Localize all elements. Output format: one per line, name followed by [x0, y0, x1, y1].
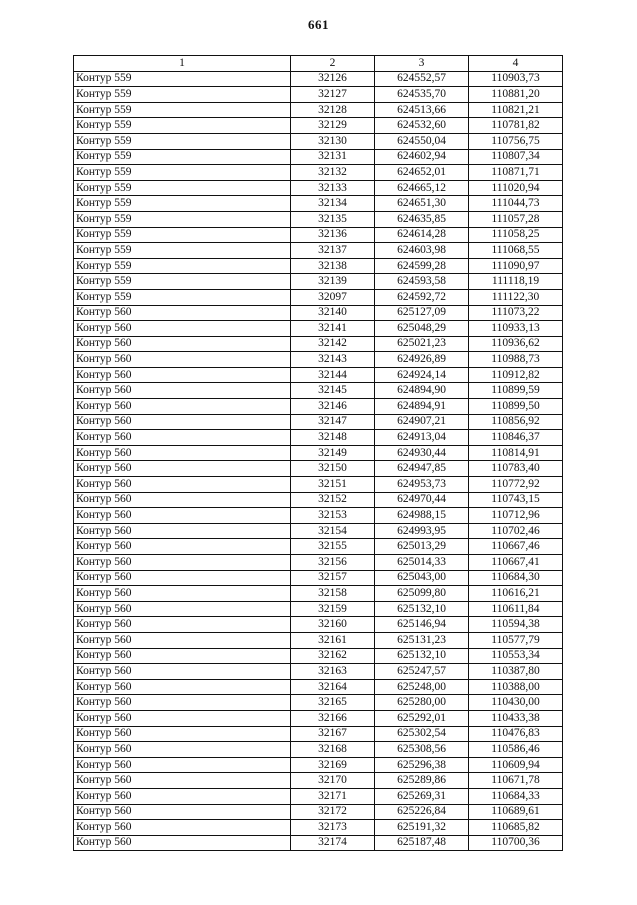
- table-row: [74, 523, 563, 539]
- coord-x-cell: 624894,91: [375, 399, 469, 415]
- contour-name-cell: Контур 559: [74, 87, 291, 103]
- point-number-cell: 32159: [291, 601, 375, 617]
- point-number-cell: 32151: [291, 477, 375, 493]
- table-row: [74, 383, 563, 399]
- point-number-cell: 32166: [291, 710, 375, 726]
- coord-x-cell: 625132,10: [375, 601, 469, 617]
- point-number-cell: 32150: [291, 461, 375, 477]
- coord-x-cell: 624599,28: [375, 258, 469, 274]
- table-row: [74, 87, 563, 103]
- coord-y-cell: 110586,46: [469, 742, 563, 758]
- coord-x-cell: 625280,00: [375, 695, 469, 711]
- coord-y-cell: 110899,50: [469, 399, 563, 415]
- coord-y-cell: 110667,41: [469, 555, 563, 571]
- point-number-cell: 32140: [291, 305, 375, 321]
- coord-y-cell: 110609,94: [469, 757, 563, 773]
- contour-name-cell: Контур 559: [74, 243, 291, 259]
- page-number: 661: [308, 17, 329, 32]
- coord-y-cell: 111057,28: [469, 211, 563, 227]
- point-number-cell: 32136: [291, 227, 375, 243]
- point-number-cell: 32144: [291, 367, 375, 383]
- coord-x-cell: 625269,31: [375, 788, 469, 804]
- point-number-cell: 32154: [291, 523, 375, 539]
- contour-name-cell: Контур 560: [74, 430, 291, 446]
- coord-x-cell: 625146,94: [375, 617, 469, 633]
- table-row: [74, 180, 563, 196]
- point-number-cell: 32152: [291, 492, 375, 508]
- coord-y-cell: 110433,38: [469, 710, 563, 726]
- point-number-cell: 32142: [291, 336, 375, 352]
- coord-y-cell: 110743,15: [469, 492, 563, 508]
- point-number-cell: 32173: [291, 820, 375, 836]
- contour-name-cell: Контур 559: [74, 274, 291, 290]
- coord-y-cell: 110903,73: [469, 71, 563, 87]
- coord-x-cell: 625043,00: [375, 570, 469, 586]
- coord-x-cell: 625187,48: [375, 835, 469, 851]
- coord-x-cell: 624532,60: [375, 118, 469, 134]
- coord-y-cell: 110756,75: [469, 133, 563, 149]
- coord-y-cell: 110899,59: [469, 383, 563, 399]
- coord-y-cell: 110388,00: [469, 679, 563, 695]
- table-row: [74, 102, 563, 118]
- coord-y-cell: 110881,20: [469, 87, 563, 103]
- coord-y-cell: 110430,00: [469, 695, 563, 711]
- coord-y-cell: 111118,19: [469, 274, 563, 290]
- column-header-4: 4: [469, 56, 563, 72]
- coord-x-cell: 624907,21: [375, 414, 469, 430]
- point-number-cell: 32172: [291, 804, 375, 820]
- coordinates-table: [73, 55, 563, 851]
- coord-y-cell: 110772,92: [469, 477, 563, 493]
- contour-name-cell: Контур 560: [74, 508, 291, 524]
- coord-x-cell: 625132,10: [375, 648, 469, 664]
- coord-y-cell: 110783,40: [469, 461, 563, 477]
- coord-x-cell: 624651,30: [375, 196, 469, 212]
- table-row: [74, 243, 563, 259]
- coord-y-cell: 110807,34: [469, 149, 563, 165]
- coord-y-cell: 110689,61: [469, 804, 563, 820]
- table-row: [74, 414, 563, 430]
- contour-name-cell: Контур 559: [74, 118, 291, 134]
- contour-name-cell: Контур 560: [74, 632, 291, 648]
- coord-x-cell: 624550,04: [375, 133, 469, 149]
- contour-name-cell: Контур 560: [74, 461, 291, 477]
- contour-name-cell: Контур 560: [74, 601, 291, 617]
- coord-y-cell: 110936,62: [469, 336, 563, 352]
- point-number-cell: 32146: [291, 399, 375, 415]
- coord-x-cell: 625127,09: [375, 305, 469, 321]
- coord-x-cell: 624947,85: [375, 461, 469, 477]
- point-number-cell: 32126: [291, 71, 375, 87]
- coord-x-cell: 624953,73: [375, 477, 469, 493]
- point-number-cell: 32097: [291, 289, 375, 305]
- coord-y-cell: 110781,82: [469, 118, 563, 134]
- coord-y-cell: 110684,33: [469, 788, 563, 804]
- coord-x-cell: 625099,80: [375, 586, 469, 602]
- contour-name-cell: Контур 560: [74, 710, 291, 726]
- coord-y-cell: 111020,94: [469, 180, 563, 196]
- contour-name-cell: Контур 560: [74, 336, 291, 352]
- contour-name-cell: Контур 560: [74, 788, 291, 804]
- contour-name-cell: Контур 560: [74, 679, 291, 695]
- point-number-cell: 32155: [291, 539, 375, 555]
- table-row: [74, 477, 563, 493]
- contour-name-cell: Контур 560: [74, 539, 291, 555]
- table-row: [74, 555, 563, 571]
- coord-y-cell: 111044,73: [469, 196, 563, 212]
- table-row: [74, 367, 563, 383]
- point-number-cell: 32158: [291, 586, 375, 602]
- coord-y-cell: 110671,78: [469, 773, 563, 789]
- table-row: [74, 710, 563, 726]
- table-header-row: [74, 56, 563, 72]
- point-number-cell: 32127: [291, 87, 375, 103]
- table-row: [74, 321, 563, 337]
- coord-x-cell: 625292,01: [375, 710, 469, 726]
- point-number-cell: 32143: [291, 352, 375, 368]
- table-row: [74, 742, 563, 758]
- coord-x-cell: 624603,98: [375, 243, 469, 259]
- table-row: [74, 305, 563, 321]
- coord-x-cell: 625248,00: [375, 679, 469, 695]
- point-number-cell: 32160: [291, 617, 375, 633]
- point-number-cell: 32138: [291, 258, 375, 274]
- point-number-cell: 32165: [291, 695, 375, 711]
- table-row: [74, 757, 563, 773]
- coord-x-cell: 625302,54: [375, 726, 469, 742]
- table-row: [74, 133, 563, 149]
- contour-name-cell: Контур 560: [74, 321, 291, 337]
- table-row: [74, 71, 563, 87]
- contour-name-cell: Контур 560: [74, 570, 291, 586]
- table-row: [74, 492, 563, 508]
- point-number-cell: 32164: [291, 679, 375, 695]
- coord-y-cell: 110553,34: [469, 648, 563, 664]
- coord-y-cell: 110616,21: [469, 586, 563, 602]
- point-number-cell: 32148: [291, 430, 375, 446]
- coord-x-cell: 624614,28: [375, 227, 469, 243]
- coord-x-cell: 624894,90: [375, 383, 469, 399]
- table-row: [74, 788, 563, 804]
- coord-y-cell: 110702,46: [469, 523, 563, 539]
- contour-name-cell: Контур 560: [74, 445, 291, 461]
- coord-x-cell: 624924,14: [375, 367, 469, 383]
- contour-name-cell: Контур 559: [74, 133, 291, 149]
- table-row: [74, 352, 563, 368]
- contour-name-cell: Контур 559: [74, 102, 291, 118]
- contour-name-cell: Контур 559: [74, 180, 291, 196]
- table-row: [74, 679, 563, 695]
- coord-y-cell: 110387,80: [469, 664, 563, 680]
- table-row: [74, 632, 563, 648]
- point-number-cell: 32174: [291, 835, 375, 851]
- contour-name-cell: Контур 560: [74, 399, 291, 415]
- coord-x-cell: 624602,94: [375, 149, 469, 165]
- contour-name-cell: Контур 560: [74, 804, 291, 820]
- coord-x-cell: 624592,72: [375, 289, 469, 305]
- contour-name-cell: Контур 560: [74, 492, 291, 508]
- table-row: [74, 586, 563, 602]
- contour-name-cell: Контур 560: [74, 617, 291, 633]
- table-row: [74, 227, 563, 243]
- contour-name-cell: Контур 560: [74, 835, 291, 851]
- table-row: [74, 570, 563, 586]
- coord-x-cell: 624930,44: [375, 445, 469, 461]
- table-row: [74, 289, 563, 305]
- table-row: [74, 726, 563, 742]
- coord-x-cell: 624535,70: [375, 87, 469, 103]
- coord-y-cell: 110912,82: [469, 367, 563, 383]
- column-header-2: 2: [291, 56, 375, 72]
- point-number-cell: 32157: [291, 570, 375, 586]
- point-number-cell: 32171: [291, 788, 375, 804]
- point-number-cell: 32147: [291, 414, 375, 430]
- coord-x-cell: 624913,04: [375, 430, 469, 446]
- contour-name-cell: Контур 560: [74, 695, 291, 711]
- table-body: [74, 71, 563, 851]
- point-number-cell: 32162: [291, 648, 375, 664]
- table-row: [74, 118, 563, 134]
- coord-x-cell: 625247,57: [375, 664, 469, 680]
- point-number-cell: 32133: [291, 180, 375, 196]
- coord-y-cell: 111073,22: [469, 305, 563, 321]
- coord-y-cell: 110988,73: [469, 352, 563, 368]
- table-row: [74, 196, 563, 212]
- contour-name-cell: Контур 560: [74, 523, 291, 539]
- coord-y-cell: 110577,79: [469, 632, 563, 648]
- table-row: [74, 258, 563, 274]
- coord-y-cell: 110594,38: [469, 617, 563, 633]
- point-number-cell: 32141: [291, 321, 375, 337]
- point-number-cell: 32131: [291, 149, 375, 165]
- point-number-cell: 32161: [291, 632, 375, 648]
- coord-y-cell: 110611,84: [469, 601, 563, 617]
- table-row: [74, 399, 563, 415]
- coord-x-cell: 624652,01: [375, 165, 469, 181]
- contour-name-cell: Контур 560: [74, 757, 291, 773]
- point-number-cell: 32145: [291, 383, 375, 399]
- contour-name-cell: Контур 560: [74, 726, 291, 742]
- contour-name-cell: Контур 560: [74, 352, 291, 368]
- contour-name-cell: Контур 560: [74, 664, 291, 680]
- contour-name-cell: Контур 560: [74, 742, 291, 758]
- contour-name-cell: Контур 560: [74, 555, 291, 571]
- coord-y-cell: 110933,13: [469, 321, 563, 337]
- coord-y-cell: 110685,82: [469, 820, 563, 836]
- table-row: [74, 461, 563, 477]
- coord-x-cell: 624926,89: [375, 352, 469, 368]
- point-number-cell: 32130: [291, 133, 375, 149]
- contour-name-cell: Контур 560: [74, 305, 291, 321]
- table-row: [74, 648, 563, 664]
- coord-x-cell: 625308,56: [375, 742, 469, 758]
- point-number-cell: 32170: [291, 773, 375, 789]
- point-number-cell: 32153: [291, 508, 375, 524]
- coord-x-cell: 624970,44: [375, 492, 469, 508]
- contour-name-cell: Контур 560: [74, 773, 291, 789]
- coord-y-cell: 110821,21: [469, 102, 563, 118]
- point-number-cell: 32135: [291, 211, 375, 227]
- contour-name-cell: Контур 559: [74, 258, 291, 274]
- contour-name-cell: Контур 559: [74, 71, 291, 87]
- coord-y-cell: 111090,97: [469, 258, 563, 274]
- contour-name-cell: Контур 560: [74, 477, 291, 493]
- coord-y-cell: 110871,71: [469, 165, 563, 181]
- table-row: [74, 773, 563, 789]
- contour-name-cell: Контур 560: [74, 414, 291, 430]
- coord-x-cell: 624513,66: [375, 102, 469, 118]
- coord-x-cell: 625296,38: [375, 757, 469, 773]
- table-row: [74, 804, 563, 820]
- table-row: [74, 508, 563, 524]
- coord-x-cell: 625131,23: [375, 632, 469, 648]
- table-row: [74, 274, 563, 290]
- column-header-3: 3: [375, 56, 469, 72]
- coord-y-cell: 111068,55: [469, 243, 563, 259]
- coord-x-cell: 624993,95: [375, 523, 469, 539]
- coord-x-cell: 625226,84: [375, 804, 469, 820]
- coord-x-cell: 625013,29: [375, 539, 469, 555]
- point-number-cell: 32156: [291, 555, 375, 571]
- coord-x-cell: 624552,57: [375, 71, 469, 87]
- table-row: [74, 336, 563, 352]
- table-header: [74, 56, 563, 72]
- point-number-cell: 32168: [291, 742, 375, 758]
- table-row: [74, 165, 563, 181]
- table-row: [74, 617, 563, 633]
- point-number-cell: 32128: [291, 102, 375, 118]
- coord-y-cell: 110700,36: [469, 835, 563, 851]
- contour-name-cell: Контур 559: [74, 149, 291, 165]
- table-row: [74, 820, 563, 836]
- coord-x-cell: 625048,29: [375, 321, 469, 337]
- coord-y-cell: 110814,91: [469, 445, 563, 461]
- coord-x-cell: 624593,58: [375, 274, 469, 290]
- contour-name-cell: Контур 560: [74, 648, 291, 664]
- coord-y-cell: 110712,96: [469, 508, 563, 524]
- coord-x-cell: 625289,86: [375, 773, 469, 789]
- point-number-cell: 32132: [291, 165, 375, 181]
- point-number-cell: 32134: [291, 196, 375, 212]
- coord-y-cell: 110856,92: [469, 414, 563, 430]
- point-number-cell: 32169: [291, 757, 375, 773]
- contour-name-cell: Контур 560: [74, 367, 291, 383]
- coord-y-cell: 110846,37: [469, 430, 563, 446]
- contour-name-cell: Контур 559: [74, 227, 291, 243]
- contour-name-cell: Контур 560: [74, 383, 291, 399]
- table-row: [74, 430, 563, 446]
- contour-name-cell: Контур 559: [74, 289, 291, 305]
- coord-x-cell: 625191,32: [375, 820, 469, 836]
- table-row: [74, 664, 563, 680]
- table-row: [74, 835, 563, 851]
- point-number-cell: 32163: [291, 664, 375, 680]
- coord-y-cell: 110667,46: [469, 539, 563, 555]
- table-row: [74, 149, 563, 165]
- table-row: [74, 695, 563, 711]
- point-number-cell: 32167: [291, 726, 375, 742]
- contour-name-cell: Контур 560: [74, 586, 291, 602]
- coord-y-cell: 111058,25: [469, 227, 563, 243]
- coord-x-cell: 625014,33: [375, 555, 469, 571]
- point-number-cell: 32129: [291, 118, 375, 134]
- coord-y-cell: 110684,30: [469, 570, 563, 586]
- table-row: [74, 539, 563, 555]
- coord-y-cell: 110476,83: [469, 726, 563, 742]
- point-number-cell: 32139: [291, 274, 375, 290]
- contour-name-cell: Контур 560: [74, 820, 291, 836]
- point-number-cell: 32137: [291, 243, 375, 259]
- coord-x-cell: 625021,23: [375, 336, 469, 352]
- contour-name-cell: Контур 559: [74, 165, 291, 181]
- coord-x-cell: 624988,15: [375, 508, 469, 524]
- table-row: [74, 445, 563, 461]
- column-header-1: 1: [74, 56, 291, 72]
- table-row: [74, 211, 563, 227]
- coord-x-cell: 624635,85: [375, 211, 469, 227]
- coord-y-cell: 111122,30: [469, 289, 563, 305]
- contour-name-cell: Контур 559: [74, 196, 291, 212]
- table-row: [74, 601, 563, 617]
- point-number-cell: 32149: [291, 445, 375, 461]
- contour-name-cell: Контур 559: [74, 211, 291, 227]
- coord-x-cell: 624665,12: [375, 180, 469, 196]
